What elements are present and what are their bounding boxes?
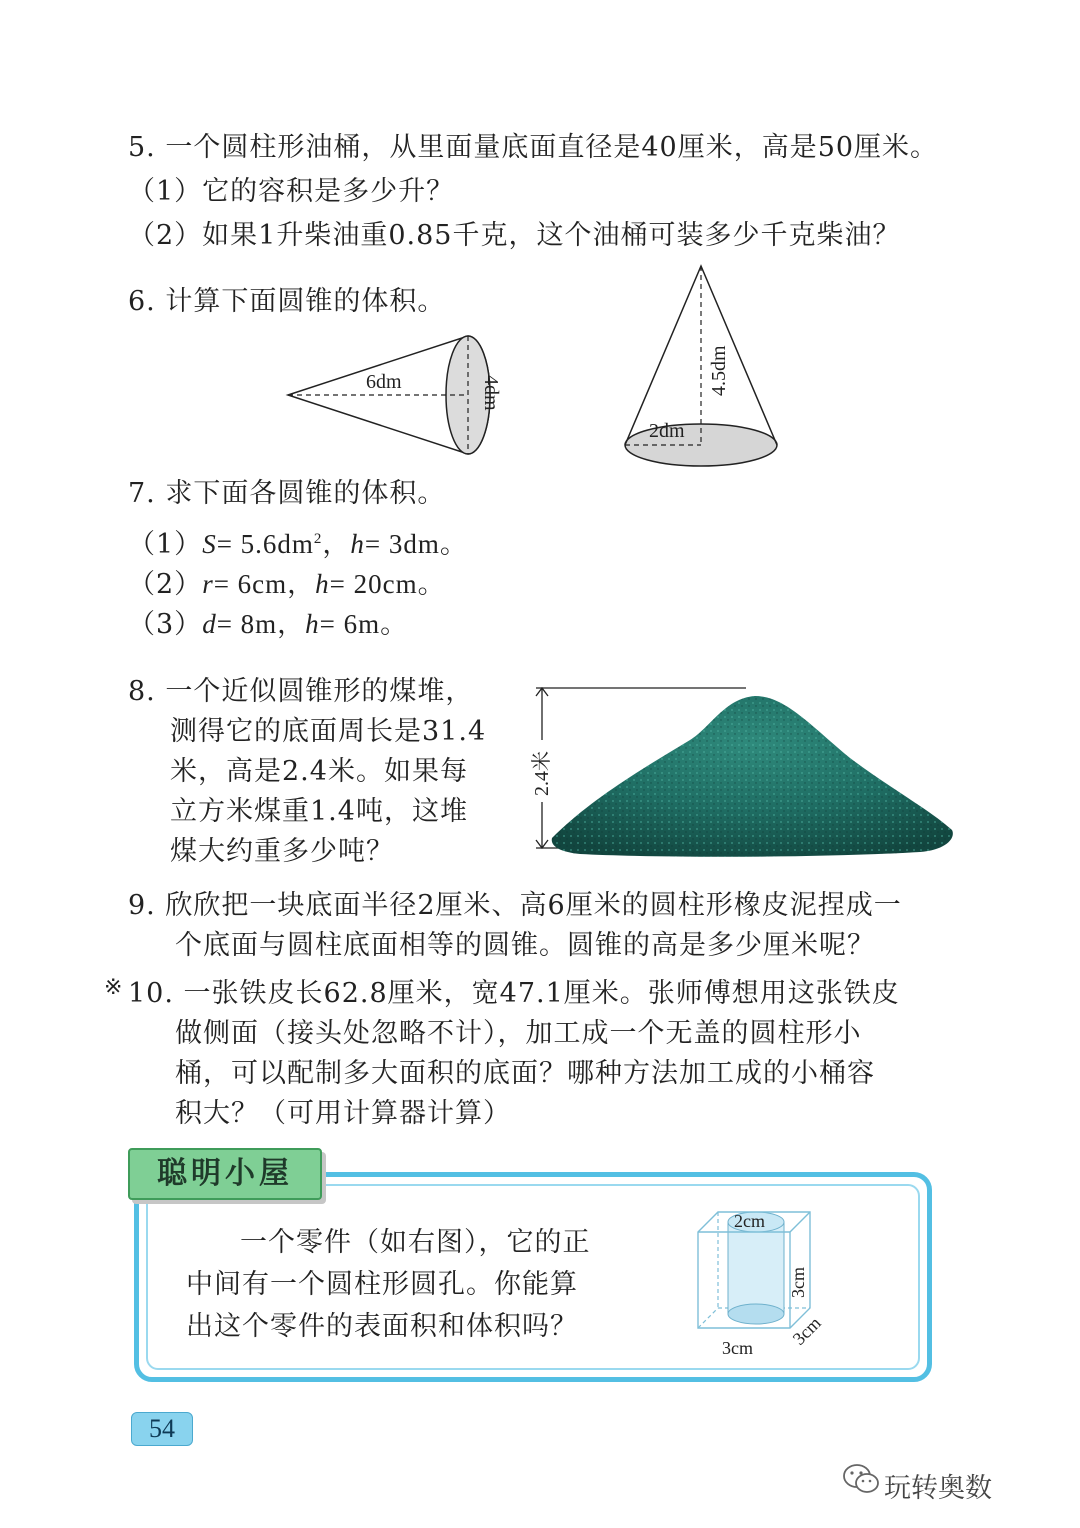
problem-7-question-1: $(1)S= 5.6dm^2$，h= 3dm。 xyxy=(128,529,468,560)
problem-5-question-1: （1）它的容积是多少升？ xyxy=(128,176,455,207)
coal-height-label: 2.4米 xyxy=(531,751,553,796)
problem-9-line-1: 9. 欣欣把一块底面半径2厘米、高6厘米的圆柱形橡皮泥捏成一 xyxy=(128,890,902,921)
cube-width-label: 3cm xyxy=(722,1338,753,1358)
page-number: 54 xyxy=(131,1412,193,1446)
smart-house-line-3: 出这个零件的表面积和体积吗？ xyxy=(186,1311,578,1342)
cube-top-label: 2cm xyxy=(734,1211,765,1231)
cone-figure-upright xyxy=(615,262,795,472)
smart-house-line-1: 一个零件（如右图），它的正 xyxy=(240,1227,591,1258)
problem-8-line-2: 测得它的底面周长是31.4 xyxy=(170,716,487,747)
problem-10-line-4: 积大？（可用计算器计算） xyxy=(175,1098,511,1129)
problem-8-line-4: 立方米煤重1.4吨，这堆 xyxy=(170,796,468,827)
problem-7-text: 7. 求下面各圆锥的体积。 xyxy=(128,478,446,509)
problem-10-mark: ※ xyxy=(104,975,124,1000)
smart-house-title: 聪明小屋 xyxy=(128,1148,322,1200)
cube-depth-label: 3cm xyxy=(788,1312,825,1349)
watermark-text: 玩转奥数 xyxy=(884,1473,992,1504)
wechat-icon xyxy=(842,1462,880,1496)
cone-figure-lying xyxy=(280,330,510,470)
problem-7-question-2: （2）r= 6cm，h= 20cm。 xyxy=(128,569,446,600)
problem-5-question-2: （2）如果1升柴油重0.85千克，这个油桶可装多少千克柴油？ xyxy=(128,220,901,251)
problem-10-line-1: 10. 一张铁皮长62.8厘米，宽47.1厘米。张师傅想用这张铁皮 xyxy=(128,978,900,1009)
problem-9-line-2: 个底面与圆柱底面相等的圆锥。圆锥的高是多少厘米呢？ xyxy=(175,930,875,961)
problem-10-line-3: 桶，可以配制多大面积的底面？哪种方法加工成的小桶容 xyxy=(175,1058,875,1089)
problem-6-text: 6. 计算下面圆锥的体积。 xyxy=(128,286,446,317)
cube-height-label: 3cm xyxy=(788,1267,808,1298)
problem-8-line-3: 米，高是2.4米。如果每 xyxy=(170,756,468,787)
cone-1-slant-label: 6dm xyxy=(366,371,402,393)
problem-5-text: 5. 一个圆柱形油桶，从里面量底面直径是40厘米，高是50厘米。 xyxy=(128,132,939,163)
problem-10-line-2: 做侧面（接头处忽略不计），加工成一个无盖的圆柱形小 xyxy=(175,1018,862,1049)
hollow-cube-figure xyxy=(690,1200,840,1360)
cone-1-diameter-label: 4dm xyxy=(480,375,502,411)
cone-2-height-label: 4.5dm xyxy=(708,345,730,396)
problem-8-line-5: 煤大约重多少吨？ xyxy=(170,836,394,867)
problem-7-question-3: （3）d= 8m，h= 6m。 xyxy=(128,609,409,640)
problem-8-line-1: 8. 一个近似圆锥形的煤堆， xyxy=(128,676,474,707)
coal-pile-figure xyxy=(520,680,960,860)
smart-house-line-2: 中间有一个圆柱形圆孔。你能算 xyxy=(186,1269,578,1300)
cone-2-radius-label: 2dm xyxy=(649,420,685,442)
